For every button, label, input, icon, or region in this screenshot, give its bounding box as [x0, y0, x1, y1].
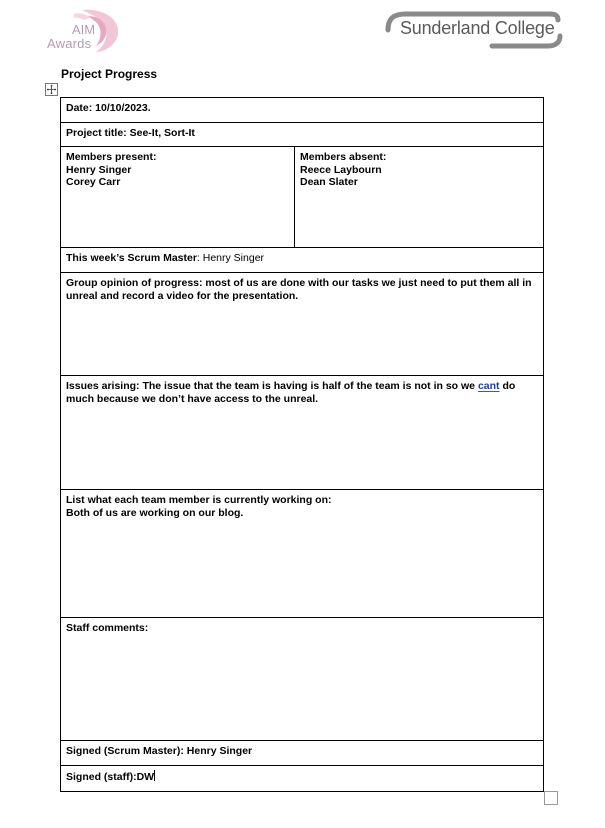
- member-absent-item: Dean Slater: [300, 176, 358, 188]
- members-absent-cell[interactable]: [295, 147, 544, 248]
- signed-staff-text: Signed (staff):DW: [66, 771, 155, 783]
- working-on-label: List what each team member is currently working on:: [66, 494, 332, 506]
- members-absent-label: Members absent:: [300, 151, 387, 163]
- issues-text-prefix: Issues arising: The issue that the team is having is half of the team is not in so we: [66, 380, 478, 392]
- project-title-cell[interactable]: Project title: See-It, Sort-It: [61, 123, 544, 147]
- working-on-row: [61, 490, 544, 618]
- table-resize-handle[interactable]: [544, 791, 558, 805]
- scrum-master-value: : Henry Singer: [196, 252, 265, 264]
- scrum-master-cell[interactable]: [61, 248, 544, 273]
- date-row: [61, 98, 544, 123]
- working-on-cell[interactable]: [61, 490, 544, 618]
- misspelled-word[interactable]: cant: [477, 380, 500, 392]
- group-opinion-cell[interactable]: Group opinion of progress: most of us are done with our tasks we just need to put them all in unreal and record a video for the presentation.: [61, 273, 544, 376]
- issues-text-suffix: do much because we don’t have access to the unreal.: [66, 380, 516, 405]
- working-on-text: Both of us are working on our blog.: [66, 506, 244, 519]
- members-row: [61, 147, 544, 248]
- sunderland-college-logo: [382, 10, 564, 50]
- signed-scrum-row: [61, 741, 544, 766]
- staff-comments-row: [61, 618, 544, 741]
- move-arrows-icon: [46, 84, 57, 95]
- aim-awards-logo: [44, 6, 124, 56]
- awards-logo-text: Awards: [47, 36, 92, 51]
- members-present-cell[interactable]: [61, 147, 295, 248]
- table-move-handle[interactable]: [45, 83, 58, 96]
- text-cursor: [154, 770, 155, 781]
- document-title: Project Progress: [61, 67, 158, 81]
- signed-staff-cell[interactable]: [61, 766, 544, 792]
- member-absent-item: Reece Laybourn: [300, 163, 382, 176]
- staff-comments-cell[interactable]: [61, 618, 544, 741]
- project-title-row: [61, 123, 544, 147]
- signed-scrum-cell[interactable]: Signed (Scrum Master): Henry Singer: [61, 741, 544, 766]
- group-opinion-row: [61, 273, 544, 376]
- signed-staff-row: [61, 766, 544, 792]
- progress-form-table: [60, 97, 544, 792]
- scrum-master-label: This week’s Scrum Master: [66, 252, 197, 264]
- date-cell[interactable]: Date: 10/10/2023.: [61, 98, 544, 123]
- staff-comments-label: Staff comments:: [66, 622, 149, 634]
- member-present-item: Henry Singer: [66, 163, 132, 176]
- members-present-label: Members present:: [66, 151, 157, 163]
- aim-logo-text: AIM: [72, 22, 96, 37]
- issues-cell[interactable]: [61, 376, 544, 490]
- member-present-item: Corey Carr: [66, 176, 121, 188]
- scrum-master-row: [61, 248, 544, 273]
- college-name: Sunderland College: [400, 18, 555, 38]
- issues-row: [61, 376, 544, 490]
